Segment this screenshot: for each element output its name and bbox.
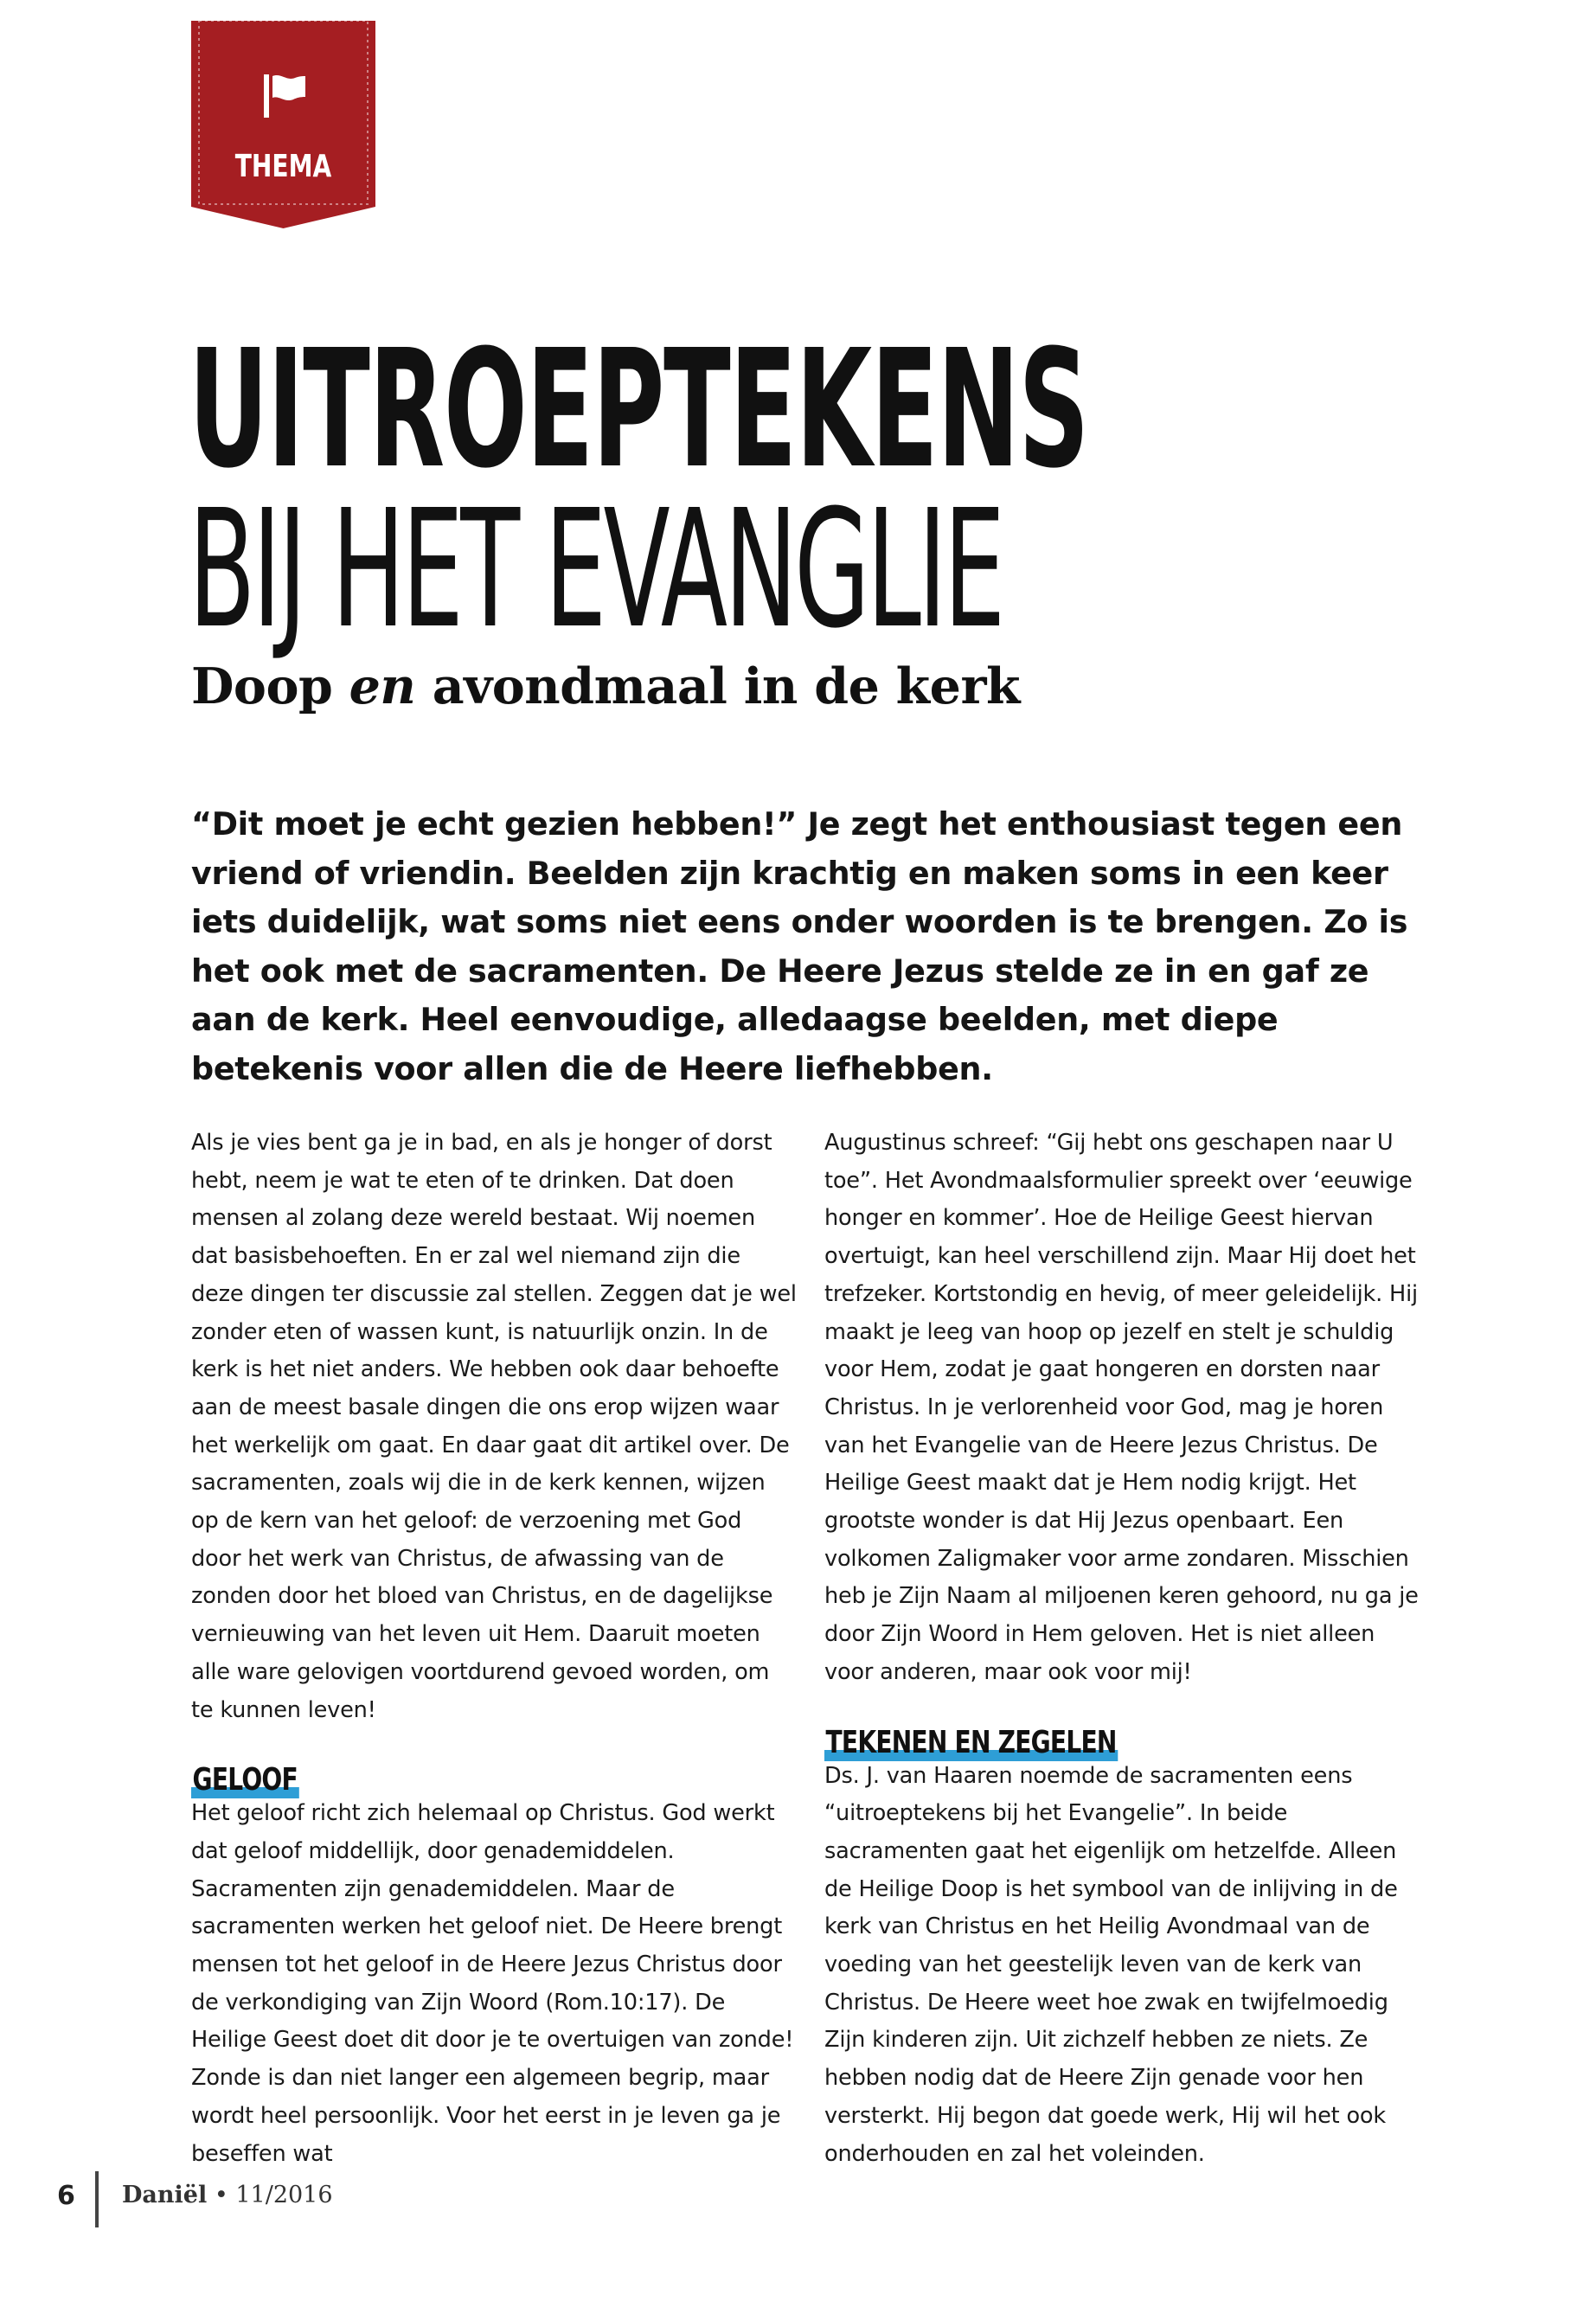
subtitle-part2: avondmaal in de kerk xyxy=(415,657,1020,715)
section-heading-wrapper xyxy=(191,1729,797,1798)
theme-badge-label: THEMA xyxy=(234,149,332,184)
footer-divider xyxy=(95,2171,99,2227)
theme-badge-background xyxy=(191,21,375,228)
body-paragraph: Het geloof richt zich helemaal op Christus. God werkt dat geloof middellijk, door genademiddelen. Sacramenten zijn genademiddelen. Maar de sacramenten werken het geloof niet. De Heere brengt mensen tot het geloof in de Heere Jezus Christus door de verkondiging van Zijn Woord (Rom.10:17). De Heilige Geest doet dit door je te overtuigen van zonde! Zonde is dan niet langer een algemeen begrip, maar wordt heel persoonlijk. Voor het eerst in je leven ga je beseffen wat xyxy=(191,1800,794,2167)
page-number: 6 xyxy=(57,2181,75,2211)
issue-number: 11/2016 xyxy=(235,2182,333,2208)
section-heading-geloof: GELOOF xyxy=(192,1762,298,1798)
subtitle-part1: Doop xyxy=(191,657,349,715)
theme-badge xyxy=(191,21,375,228)
page-title-line1: UITROEPTEKENS xyxy=(189,315,1089,504)
intro-paragraph: “Dit moet je echt gezien hebben!” Je zegt het enthousiast tegen een vriend of vriendin. Beelden zijn krachtig en maken soms in een keer iets duidelijk, wat soms niet eens onder woorden is te brengen. Zo is het ook met de sacramenten. De Heere Jezus stelde ze in en gaf ze aan de kerk. Heel eenvoudige, alledaagse beelden, met diepe betekenis voor allen die de Heere liefhebben. xyxy=(191,805,1408,1087)
body-paragraph: Ds. J. van Haaren noemde de sacramenten eens “uitroeptekens bij het Evangelie”. In beide sacramenten gaat het eigenlijk om hetzelfde. Alleen de Heilige Doop is het symbool van de inlijving in de kerk van Christus en het Heilig Avondmaal van de voeding van het geestelijk leven van de kerk van Christus. De Heere weet hoe zwak en twijfelmoedig Zijn kinderen zijn. Uit zichzelf hebben ze niets. Ze hebben nodig dat de Heere Zijn genade voor hen versterkt. Hij begon dat goede werk, Hij wil het ook onderhouden en zal het voleinden. xyxy=(824,1762,1398,2167)
right-column xyxy=(824,1125,1430,2173)
section-heading-tekenen-en-zegelen: TEKENEN EN ZEGELEN xyxy=(825,1724,1117,1760)
page-title-line2: BIJ HET EVANGLIE xyxy=(189,475,1003,664)
section-heading-wrapper xyxy=(824,1692,1430,1760)
footer-magazine xyxy=(122,2182,333,2208)
page-subtitle xyxy=(191,657,1020,715)
left-column xyxy=(191,1125,797,2173)
footer-bullet: • xyxy=(214,2182,228,2208)
magazine-name: Daniël xyxy=(122,2182,208,2208)
body-paragraph: Als je vies bent ga je in bad, en als je honger of dorst hebt, neem je wat te eten of te drinken. Dat doen mensen al zolang deze wereld bestaat. Wij noemen dat basisbehoeften. En er zal wel niemand zijn die deze dingen ter discussie zal stellen. Zeggen dat je wel zonder eten of wassen kunt, is natuurlijk onzin. In de kerk is het niet anders. We hebben ook daar behoefte aan de meest basale dingen die ons erop wijzen waar het werkelijk om gaat. En daar gaat dit artikel over. De sacramenten, zoals wij die in de kerk kennen, wijzen op de kern van het geloof: de verzoening met God door het werk van Christus, de afwassing van de zonden door het bloed van Christus, en de dagelijkse vernieuwing van het leven uit Hem. Daaruit moeten alle ware gelovigen voortdurend gevoed worden, om te kunnen leven! xyxy=(191,1130,797,1723)
subtitle-emphasis: en xyxy=(349,657,416,715)
body-paragraph: Augustinus schreef: “Gij hebt ons geschapen naar U toe”. Het Avondmaalsformulier spreekt over ‘eeuwige honger en kommer’. Hoe de Heilige Geest hiervan overtuigt, kan heel verschillend zijn. Maar Hij doet het trefzeker. Kortstondig en hevig, of meer geleidelijk. Hij maakt je leeg van hoop op jezelf en stelt je schuldig voor Hem, zodat je gaat hongeren en dorsten naar Christus. In je verlorenheid voor God, mag je horen van het Evangelie van de Heere Jezus Christus. De Heilige Geest maakt dat je Hem nodig krijgt. Het grootste wonder is dat Hij Jezus openbaart. Een volkomen Zaligmaker voor arme zondaren. Misschien heb je Zijn Naam al miljoenen keren gehoord, nu ga je door Zijn Woord in Hem geloven. Het is niet alleen voor anderen, maar ook voor mij! xyxy=(824,1130,1419,1685)
flag-icon xyxy=(260,71,309,119)
